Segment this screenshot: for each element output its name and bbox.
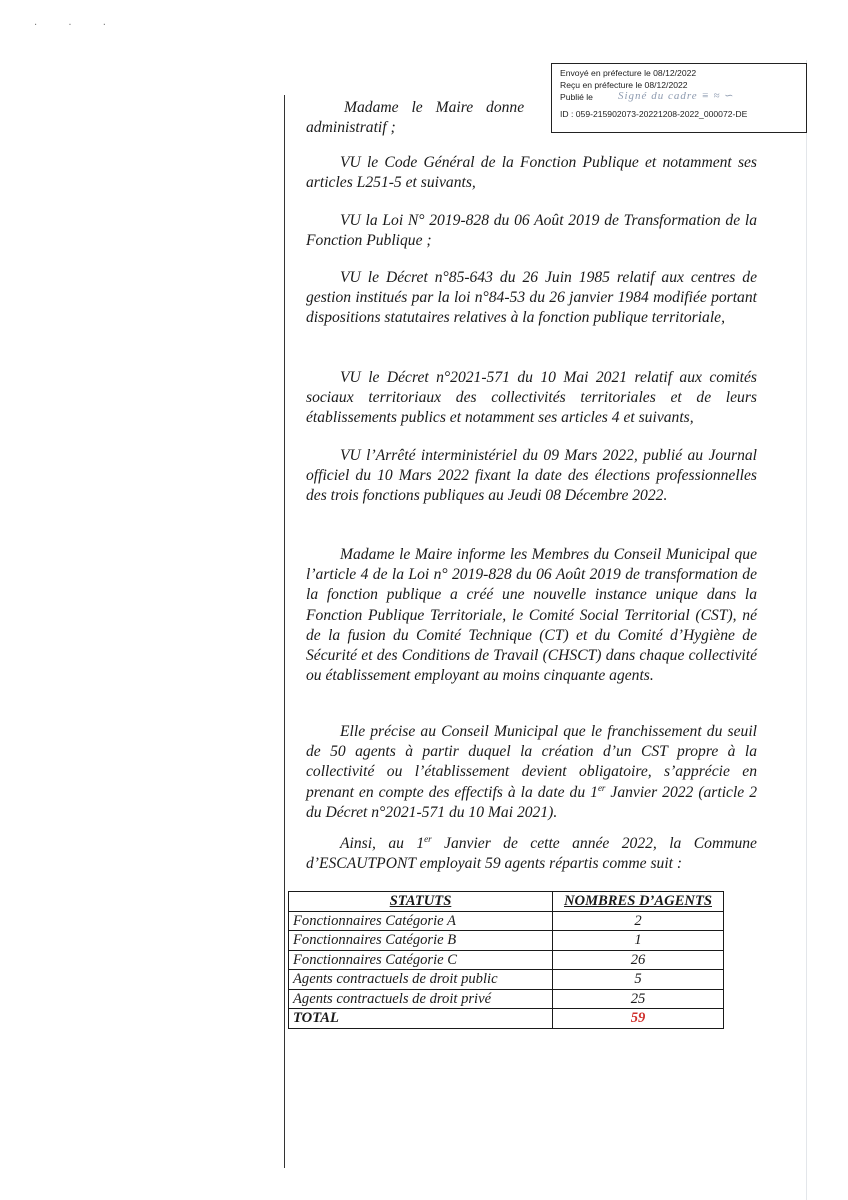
stamp-published-row	[560, 89, 806, 104]
precise-paragraph: Elle précise au Conseil Municipal que le franchissement du seuil de 50 agents à partir duquel la création d’un CST propre à la collectivité ou l’établissement devient obligatoire, s’apprécie en prenant en compte des effectifs à la date du 1er Janvier 2022 (article 2 du Décret n°2021-571 du 10 Mai 2021).	[306, 723, 757, 821]
scan-artifact-dots: · · ·	[34, 20, 120, 31]
stamp-smudged-watermark: Signé du cadre ≡ ≈ ∽	[618, 89, 735, 102]
row-status: Fonctionnaires Catégorie B	[289, 931, 553, 951]
vu-code-paragraph: VU le Code Général de la Fonction Publique et notamment ses articles L251-5 et suivants,	[306, 154, 757, 192]
row-status: Agents contractuels de droit public	[289, 970, 553, 990]
header-nombres: NOMBRES D’AGENTS	[553, 892, 724, 912]
row-count: 1	[553, 931, 724, 951]
intro-paragraph	[306, 98, 546, 138]
vu-decret-1985-paragraph: VU le Décret n°85-643 du 26 Juin 1985 relatif aux centres de gestion institués par la loi n°84-53 du 26 janvier 1984 modifiée portant dispositions statutaires relatives à la fonction publique territoriale,	[306, 269, 757, 327]
intro-line-2: administratif ;	[306, 119, 396, 137]
vu-decret-2021-paragraph: VU le Décret n°2021-571 du 10 Mai 2021 relatif aux comités sociaux territoriaux des collectivités territoriales et de leurs établissements publics et notamment ses articles 4 et suivants,	[306, 369, 757, 427]
stamp-id: ID : 059-215902073-20221208-2022_000072-DE	[560, 109, 748, 120]
row-status: Fonctionnaires Catégorie C	[289, 950, 553, 970]
agents-table	[288, 891, 724, 1029]
stamp-received-date: Reçu en préfecture le 08/12/2022	[560, 79, 688, 90]
row-count: 25	[553, 989, 724, 1009]
table-total-row	[289, 1009, 724, 1029]
stamp-published-label: Publié le	[560, 91, 593, 102]
margin-rule	[284, 95, 285, 1168]
intro-line-1: Madame le Maire donne	[344, 99, 525, 116]
table-header-row	[289, 892, 724, 912]
row-status: Agents contractuels de droit privé	[289, 989, 553, 1009]
table-row	[289, 911, 724, 931]
total-label: TOTAL	[289, 1009, 553, 1029]
row-count: 5	[553, 970, 724, 990]
prefecture-stamp	[551, 63, 807, 133]
row-count: 2	[553, 911, 724, 931]
vu-arrete-paragraph: VU l’Arrêté interministériel du 09 Mars 2022, publié au Journal officiel du 10 Mars 2022 fixant la date des élections professionnelles des trois fonctions publiques au Jeudi 08 Décembre 2022.	[306, 447, 757, 505]
table-row	[289, 950, 724, 970]
page-edge-line	[806, 60, 807, 1200]
vu-loi-paragraph: VU la Loi N° 2019-828 du 06 Août 2019 de Transformation de la Fonction Publique ;	[306, 212, 757, 250]
row-count: 26	[553, 950, 724, 970]
ainsi-paragraph: Ainsi, au 1er Janvier de cette année 2022, la Commune d’ESCAUTPONT employait 59 agents répartis comme suit :	[306, 833, 757, 873]
total-value: 59	[553, 1009, 724, 1029]
informe-paragraph: Madame le Maire informe les Membres du Conseil Municipal que l’article 4 de la Loi n° 2019-828 du 06 Août 2019 de transformation de la fonction publique a créé une nouvelle instance unique dans la Fonction Publique Territoriale, le Comité Social Territorial (CST), né de la fusion du Comité Technique (CT) et du Comité d’Hygiène de Sécurité et des Conditions de Travail (CHSCT) dans chaque collectivité ou établissement employant au moins cinquante agents.	[306, 546, 757, 685]
table-row	[289, 970, 724, 990]
header-statuts: STATUTS	[289, 892, 553, 912]
row-status: Fonctionnaires Catégorie A	[289, 911, 553, 931]
table-row	[289, 931, 724, 951]
stamp-sent-date: Envoyé en préfecture le 08/12/2022	[560, 68, 697, 78]
table-row	[289, 989, 724, 1009]
